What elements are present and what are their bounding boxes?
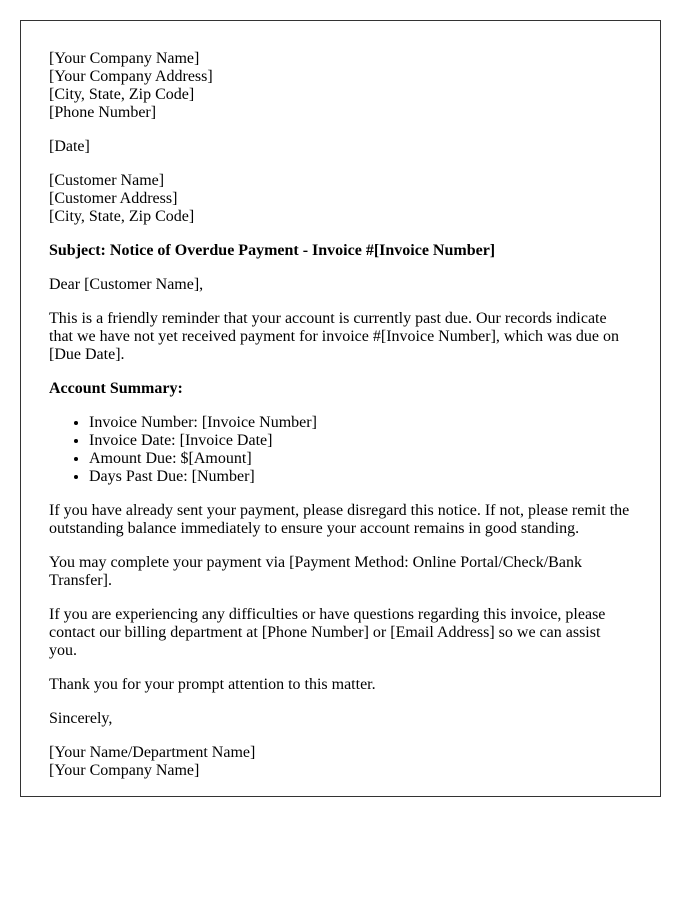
thanks-paragraph: Thank you for your prompt attention to this matter.	[49, 676, 376, 693]
payment-method-paragraph: You may complete your payment via [Payment Method: Online Portal/Check/Bank Transfer].	[49, 554, 582, 589]
recipient-block	[49, 172, 632, 226]
summary-item-amount-due: • Amount Due: $[Amount]	[89, 450, 632, 468]
disregard-paragraph: If you have already sent your payment, please disregard this notice. If not, please remit the outstanding balance immediately to ensure your account remains in good standing.	[49, 502, 630, 537]
letter-date: [Date]	[49, 138, 90, 155]
sender-phone: [Phone Number]	[49, 104, 157, 121]
summary-item-days-past-due: • Days Past Due: [Number]	[89, 468, 632, 486]
summary-item-invoice-number: • Invoice Number: [Invoice Number]	[89, 414, 632, 432]
closing: Sincerely,	[49, 710, 113, 727]
summary-heading: Account Summary:	[49, 380, 183, 397]
sender-city-state-zip: [City, State, Zip Code]	[49, 86, 195, 103]
signature-company: [Your Company Name]	[49, 762, 200, 779]
summary-item-invoice-date: • Invoice Date: [Invoice Date]	[89, 432, 632, 450]
greeting: Dear [Customer Name],	[49, 276, 204, 293]
sender-company-name: [Your Company Name]	[49, 50, 200, 67]
subject-line: Subject: Notice of Overdue Payment - Invoice #[Invoice Number]	[49, 242, 496, 259]
signature-block	[49, 744, 632, 780]
account-summary-list	[49, 414, 632, 486]
recipient-city-state-zip: [City, State, Zip Code]	[49, 208, 195, 225]
intro-paragraph: This is a friendly reminder that your account is currently past due. Our records indicate that we have not yet received payment for invoice #[Invoice Number], which was due on [Due Date].	[49, 310, 620, 363]
recipient-address: [Customer Address]	[49, 190, 178, 207]
signature-name: [Your Name/Department Name]	[49, 744, 256, 761]
sender-company-address: [Your Company Address]	[49, 68, 213, 85]
recipient-name: [Customer Name]	[49, 172, 165, 189]
contact-paragraph: If you are experiencing any difficulties or have questions regarding this invoice, please contact our billing department at [Phone Number] or [Email Address] so we can assist you.	[49, 606, 606, 659]
sender-block	[49, 50, 632, 122]
letter-container	[20, 20, 661, 797]
